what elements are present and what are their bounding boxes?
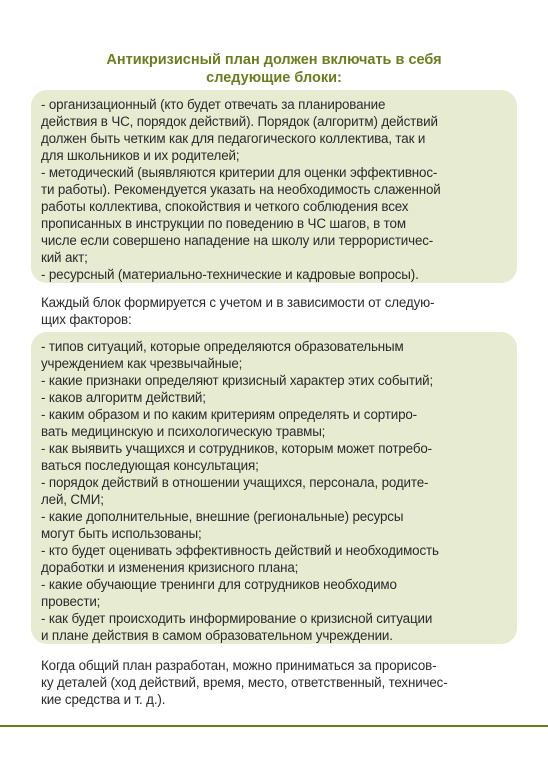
text-line: - какие обучающие тренинги для сотрудников необходимо	[41, 577, 397, 592]
text-line: - каким образом и по каким критериям определять и сортиро-	[41, 407, 417, 422]
text-line: - кто будет оценивать эффективность действий и необходимость	[41, 543, 439, 558]
text-line: кий акт;	[41, 250, 88, 265]
text-line: Когда общий план разработан, можно приниматься за прорисов-	[41, 658, 437, 673]
text-line: могут быть использованы;	[41, 526, 202, 541]
text-line: ти работы). Рекомендуется указать на необходимость слаженной	[41, 182, 441, 197]
text-line: числе если совершено нападение на школу или террористичес-	[41, 233, 434, 248]
text-line: учреждением как чрезвычайные;	[41, 356, 243, 371]
footer-divider	[0, 725, 548, 727]
section-title-line: следующие блоки:	[206, 70, 342, 86]
text-line: должен быть четким как для педагогического коллектива, так и	[41, 131, 426, 146]
text-line: прописанных в инструкции по поведению в ЧС шагов, в том	[41, 216, 406, 231]
text-line: провести;	[41, 594, 101, 609]
text-line: - ресурсный (материально-технические и кадровые вопросы).	[41, 267, 419, 282]
section-title-line: Антикризисный план должен включать в себя	[106, 52, 442, 68]
factors-intro-paragraph	[41, 294, 511, 328]
text-line: - типов ситуаций, которые определяются образовательным	[41, 339, 404, 354]
text-line: - порядок действий в отношении учащихся, персонала, родите-	[41, 475, 429, 490]
text-line: для школьников и их родителей;	[41, 148, 240, 163]
factors-list-box	[31, 332, 517, 644]
text-line: кие средства и т. д.).	[41, 692, 166, 707]
text-line: - какие признаки определяют кризисный характер этих событий;	[41, 373, 434, 388]
text-line: ку деталей (ход действий, время, место, ответственный, техничес-	[41, 675, 448, 690]
text-line: действия в ЧС, порядок действий). Порядок (алгоритм) действий	[41, 114, 438, 129]
text-line: Каждый блок формируется с учетом и в зависимости от следую-	[41, 295, 435, 310]
text-line: вать медицинскую и психологическую травмы;	[41, 424, 326, 439]
text-line: работы коллектива, спокойствия и четкого соблюдения всех	[41, 199, 409, 214]
closing-paragraph	[41, 657, 511, 708]
blocks-list-box	[31, 90, 517, 283]
text-line: - какие дополнительные, внешние (региональные) ресурсы	[41, 509, 404, 524]
text-line: и плане действия в самом образовательном учреждении.	[41, 628, 393, 643]
text-line: - методический (выявляются критерии для оценки эффективнос-	[41, 165, 438, 180]
text-line: доработки и изменения кризисного плана;	[41, 560, 299, 575]
text-line: - как выявить учащихся и сотрудников, которым может потребо-	[41, 441, 432, 456]
section-title	[40, 51, 508, 87]
text-line: щих факторов:	[41, 312, 132, 327]
text-line: ваться последующая консультация;	[41, 458, 259, 473]
text-line: лей, СМИ;	[41, 492, 104, 507]
text-line: - как будет происходить информирование о кризисной ситуации	[41, 611, 433, 626]
text-line: - организационный (кто будет отвечать за планирование	[41, 97, 386, 112]
text-line: - каков алгоритм действий;	[41, 390, 206, 405]
